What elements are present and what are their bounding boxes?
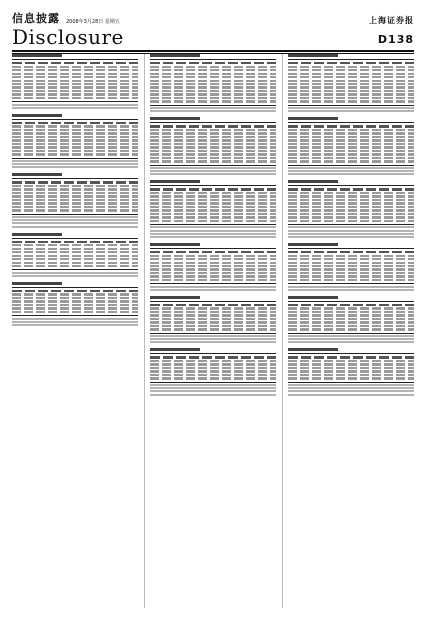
note-line bbox=[150, 167, 276, 169]
table-row bbox=[150, 153, 276, 155]
table-row bbox=[150, 209, 276, 211]
table-row bbox=[288, 80, 414, 82]
block-title-placeholder bbox=[150, 348, 200, 351]
note-line bbox=[150, 286, 276, 288]
table-row bbox=[12, 139, 138, 141]
table-row bbox=[12, 146, 138, 148]
table-header-row bbox=[12, 122, 138, 124]
disclosure-block bbox=[150, 296, 276, 344]
table-row bbox=[288, 206, 414, 208]
page-body bbox=[12, 54, 414, 608]
table-header-row bbox=[150, 304, 276, 306]
table-header-row bbox=[150, 125, 276, 127]
note-line bbox=[288, 107, 414, 109]
disclosure-block bbox=[150, 54, 276, 112]
note-line bbox=[12, 219, 138, 221]
table-row bbox=[288, 86, 414, 88]
block-title-placeholder bbox=[288, 348, 338, 351]
table-row bbox=[288, 374, 414, 376]
table-row bbox=[288, 268, 414, 270]
table-row bbox=[12, 132, 138, 134]
note-line bbox=[12, 104, 138, 106]
table-row bbox=[150, 160, 276, 162]
table-row bbox=[288, 90, 414, 92]
note-line bbox=[288, 230, 414, 232]
table-row bbox=[150, 76, 276, 78]
disclosure-block bbox=[12, 173, 138, 227]
table-row bbox=[150, 150, 276, 152]
table-row bbox=[150, 80, 276, 82]
table-row bbox=[288, 192, 414, 194]
note-line bbox=[12, 321, 138, 323]
block-title-placeholder bbox=[288, 180, 338, 183]
table-row bbox=[150, 328, 276, 330]
financial-table-placeholder bbox=[12, 238, 138, 271]
table-row bbox=[150, 93, 276, 95]
table-row bbox=[288, 370, 414, 372]
block-title-placeholder bbox=[288, 296, 338, 299]
note-line bbox=[288, 167, 414, 169]
table-row bbox=[288, 360, 414, 362]
table-row bbox=[288, 73, 414, 75]
table-row bbox=[12, 307, 138, 309]
financial-table-placeholder bbox=[288, 353, 414, 382]
table-row bbox=[288, 220, 414, 222]
note-line bbox=[12, 160, 138, 162]
table-row bbox=[12, 150, 138, 152]
note-line bbox=[288, 170, 414, 172]
table-row bbox=[12, 188, 138, 190]
table-row bbox=[12, 248, 138, 250]
financial-table-placeholder bbox=[150, 59, 276, 106]
table-row bbox=[12, 192, 138, 194]
table-row bbox=[12, 195, 138, 197]
table-row bbox=[288, 216, 414, 218]
section-title-cn: 信息披露 bbox=[12, 12, 60, 25]
table-row bbox=[288, 146, 414, 148]
block-title-placeholder bbox=[12, 173, 62, 176]
financial-table-placeholder bbox=[288, 301, 414, 334]
table-row bbox=[12, 244, 138, 246]
table-row bbox=[12, 206, 138, 208]
disclosure-block bbox=[12, 54, 138, 109]
note-line bbox=[12, 222, 138, 224]
disclosure-block bbox=[150, 180, 276, 238]
note-line bbox=[150, 394, 276, 396]
table-row bbox=[288, 363, 414, 365]
table-row bbox=[150, 66, 276, 68]
note-line bbox=[150, 341, 276, 343]
table-header-row bbox=[288, 125, 414, 127]
table-row bbox=[288, 83, 414, 85]
note-line bbox=[150, 226, 276, 228]
block-title-placeholder bbox=[150, 117, 200, 120]
table-row bbox=[288, 150, 414, 152]
table-header-row bbox=[12, 181, 138, 183]
note-line bbox=[12, 318, 138, 320]
block-title-placeholder bbox=[150, 54, 200, 57]
table-row bbox=[12, 153, 138, 155]
table-header-row bbox=[150, 188, 276, 190]
note-line bbox=[150, 289, 276, 291]
column-middle bbox=[144, 54, 276, 608]
table-row bbox=[288, 132, 414, 134]
table-row bbox=[12, 69, 138, 71]
table-row bbox=[288, 143, 414, 145]
table-row bbox=[150, 206, 276, 208]
table-header-row bbox=[150, 62, 276, 64]
block-title-placeholder bbox=[12, 114, 62, 117]
table-row bbox=[150, 374, 276, 376]
table-row bbox=[288, 318, 414, 320]
table-row bbox=[288, 272, 414, 274]
table-header-row bbox=[288, 251, 414, 253]
table-row bbox=[12, 199, 138, 201]
financial-table-placeholder bbox=[288, 248, 414, 284]
financial-table-placeholder bbox=[12, 119, 138, 159]
page-number: D138 bbox=[377, 33, 414, 46]
table-row bbox=[150, 136, 276, 138]
table-row bbox=[288, 136, 414, 138]
table-header-row bbox=[12, 62, 138, 64]
table-row bbox=[288, 199, 414, 201]
block-title-placeholder bbox=[12, 233, 62, 236]
note-line bbox=[288, 173, 414, 175]
table-row bbox=[12, 83, 138, 85]
table-row bbox=[150, 132, 276, 134]
table-row bbox=[150, 157, 276, 159]
table-row bbox=[150, 360, 276, 362]
table-row bbox=[12, 136, 138, 138]
table-header-row bbox=[288, 188, 414, 190]
block-title-placeholder bbox=[150, 243, 200, 246]
table-row bbox=[288, 311, 414, 313]
table-row bbox=[12, 262, 138, 264]
table-row bbox=[150, 321, 276, 323]
table-row bbox=[150, 146, 276, 148]
disclosure-block bbox=[150, 243, 276, 291]
financial-table-placeholder bbox=[288, 185, 414, 225]
table-row bbox=[150, 272, 276, 274]
table-row bbox=[288, 367, 414, 369]
table-row bbox=[288, 321, 414, 323]
section-header bbox=[12, 27, 414, 47]
table-row bbox=[12, 311, 138, 313]
financial-table-placeholder bbox=[288, 59, 414, 106]
table-row bbox=[12, 265, 138, 267]
financial-table-placeholder bbox=[12, 178, 138, 214]
table-row bbox=[150, 279, 276, 281]
table-header-row bbox=[288, 304, 414, 306]
header-rule-thick bbox=[12, 50, 414, 52]
disclosure-block bbox=[12, 233, 138, 277]
disclosure-block bbox=[288, 243, 414, 291]
table-row bbox=[288, 279, 414, 281]
table-row bbox=[288, 97, 414, 99]
block-title-placeholder bbox=[288, 54, 338, 57]
note-line bbox=[150, 335, 276, 337]
table-header-row bbox=[288, 62, 414, 64]
table-row bbox=[12, 143, 138, 145]
table-row bbox=[288, 160, 414, 162]
note-line bbox=[12, 163, 138, 165]
table-row bbox=[150, 139, 276, 141]
table-row bbox=[288, 69, 414, 71]
disclosure-block bbox=[150, 348, 276, 395]
table-row bbox=[150, 265, 276, 267]
note-line bbox=[150, 387, 276, 389]
note-line bbox=[288, 338, 414, 340]
table-row bbox=[150, 307, 276, 309]
table-row bbox=[288, 66, 414, 68]
table-row bbox=[288, 265, 414, 267]
table-row bbox=[288, 139, 414, 141]
table-row bbox=[150, 83, 276, 85]
table-row bbox=[150, 370, 276, 372]
table-row bbox=[150, 199, 276, 201]
block-title-placeholder bbox=[150, 296, 200, 299]
table-row bbox=[288, 93, 414, 95]
disclosure-block bbox=[12, 282, 138, 326]
note-line bbox=[12, 272, 138, 274]
table-row bbox=[150, 325, 276, 327]
table-header-row bbox=[12, 290, 138, 292]
note-line bbox=[150, 384, 276, 386]
table-row bbox=[288, 202, 414, 204]
table-row bbox=[288, 255, 414, 257]
table-row bbox=[288, 195, 414, 197]
table-row bbox=[288, 157, 414, 159]
table-row bbox=[288, 258, 414, 260]
disclosure-block bbox=[288, 117, 414, 175]
table-row bbox=[288, 314, 414, 316]
table-row bbox=[150, 129, 276, 131]
table-row bbox=[12, 300, 138, 302]
table-row bbox=[288, 262, 414, 264]
block-title-placeholder bbox=[12, 54, 62, 57]
financial-table-placeholder bbox=[150, 301, 276, 334]
table-row bbox=[12, 304, 138, 306]
table-row bbox=[150, 363, 276, 365]
table-row bbox=[12, 209, 138, 211]
block-title-placeholder bbox=[288, 117, 338, 120]
note-line bbox=[288, 286, 414, 288]
financial-table-placeholder bbox=[12, 287, 138, 316]
note-line bbox=[12, 166, 138, 168]
table-row bbox=[150, 213, 276, 215]
table-row bbox=[288, 325, 414, 327]
table-row bbox=[150, 220, 276, 222]
financial-table-placeholder bbox=[150, 353, 276, 382]
table-row bbox=[150, 86, 276, 88]
table-row bbox=[288, 377, 414, 379]
table-row bbox=[150, 314, 276, 316]
note-line bbox=[12, 216, 138, 218]
table-row bbox=[288, 76, 414, 78]
newspaper-name: 上海证券报 bbox=[369, 16, 414, 25]
note-line bbox=[150, 107, 276, 109]
table-row bbox=[288, 307, 414, 309]
column-left bbox=[12, 54, 138, 608]
block-title-placeholder bbox=[150, 180, 200, 183]
table-row bbox=[12, 97, 138, 99]
note-line bbox=[150, 110, 276, 112]
note-line bbox=[288, 384, 414, 386]
table-row bbox=[12, 129, 138, 131]
table-row bbox=[12, 251, 138, 253]
table-row bbox=[288, 100, 414, 102]
note-line bbox=[288, 289, 414, 291]
table-row bbox=[12, 293, 138, 295]
note-line bbox=[288, 394, 414, 396]
table-row bbox=[150, 73, 276, 75]
table-row bbox=[12, 86, 138, 88]
table-row bbox=[12, 202, 138, 204]
table-row bbox=[150, 262, 276, 264]
note-line bbox=[288, 110, 414, 112]
note-line bbox=[288, 233, 414, 235]
financial-table-placeholder bbox=[150, 185, 276, 225]
table-row bbox=[150, 192, 276, 194]
table-row bbox=[12, 258, 138, 260]
table-row bbox=[150, 377, 276, 379]
table-row bbox=[288, 129, 414, 131]
table-row bbox=[150, 367, 276, 369]
table-row bbox=[150, 255, 276, 257]
table-row bbox=[288, 275, 414, 277]
table-row bbox=[150, 202, 276, 204]
disclosure-block bbox=[12, 114, 138, 169]
table-row bbox=[288, 213, 414, 215]
note-line bbox=[288, 226, 414, 228]
table-row bbox=[150, 311, 276, 313]
table-row bbox=[12, 93, 138, 95]
table-row bbox=[12, 66, 138, 68]
note-line bbox=[12, 107, 138, 109]
financial-table-placeholder bbox=[150, 248, 276, 284]
table-row bbox=[12, 125, 138, 127]
disclosure-block bbox=[150, 117, 276, 175]
note-line bbox=[150, 390, 276, 392]
table-row bbox=[150, 258, 276, 260]
table-row bbox=[150, 90, 276, 92]
disclosure-block bbox=[288, 348, 414, 395]
issue-date: 2008年3月28日 星期五 bbox=[66, 19, 120, 25]
note-line bbox=[288, 236, 414, 238]
masthead-left bbox=[12, 10, 120, 26]
disclosure-block bbox=[288, 296, 414, 344]
note-line bbox=[288, 341, 414, 343]
table-header-row bbox=[288, 356, 414, 358]
table-header-row bbox=[150, 251, 276, 253]
table-header-row bbox=[150, 356, 276, 358]
financial-table-placeholder bbox=[12, 59, 138, 102]
note-line bbox=[150, 230, 276, 232]
section-title-en: Disclosure bbox=[12, 25, 124, 49]
table-row bbox=[150, 268, 276, 270]
block-title-placeholder bbox=[288, 243, 338, 246]
table-row bbox=[150, 195, 276, 197]
disclosure-block bbox=[288, 180, 414, 238]
note-line bbox=[150, 233, 276, 235]
table-row bbox=[288, 328, 414, 330]
note-line bbox=[12, 324, 138, 326]
table-row bbox=[150, 97, 276, 99]
table-row bbox=[288, 209, 414, 211]
table-row bbox=[150, 216, 276, 218]
table-row bbox=[12, 90, 138, 92]
table-row bbox=[12, 297, 138, 299]
note-line bbox=[150, 170, 276, 172]
note-line bbox=[288, 335, 414, 337]
table-row bbox=[12, 80, 138, 82]
note-line bbox=[150, 173, 276, 175]
table-row bbox=[150, 143, 276, 145]
table-row bbox=[288, 153, 414, 155]
note-line bbox=[12, 275, 138, 277]
table-row bbox=[150, 275, 276, 277]
table-row bbox=[150, 100, 276, 102]
financial-table-placeholder bbox=[288, 122, 414, 165]
note-line bbox=[12, 226, 138, 228]
disclosure-block bbox=[288, 54, 414, 112]
table-row bbox=[150, 318, 276, 320]
table-header-row bbox=[12, 241, 138, 243]
note-line bbox=[288, 387, 414, 389]
column-right bbox=[282, 54, 414, 608]
note-line bbox=[150, 236, 276, 238]
table-row bbox=[12, 76, 138, 78]
table-row bbox=[12, 185, 138, 187]
note-line bbox=[288, 390, 414, 392]
note-line bbox=[150, 338, 276, 340]
table-row bbox=[150, 69, 276, 71]
financial-table-placeholder bbox=[150, 122, 276, 165]
table-row bbox=[12, 73, 138, 75]
table-row bbox=[12, 255, 138, 257]
block-title-placeholder bbox=[12, 282, 62, 285]
masthead bbox=[12, 10, 414, 26]
